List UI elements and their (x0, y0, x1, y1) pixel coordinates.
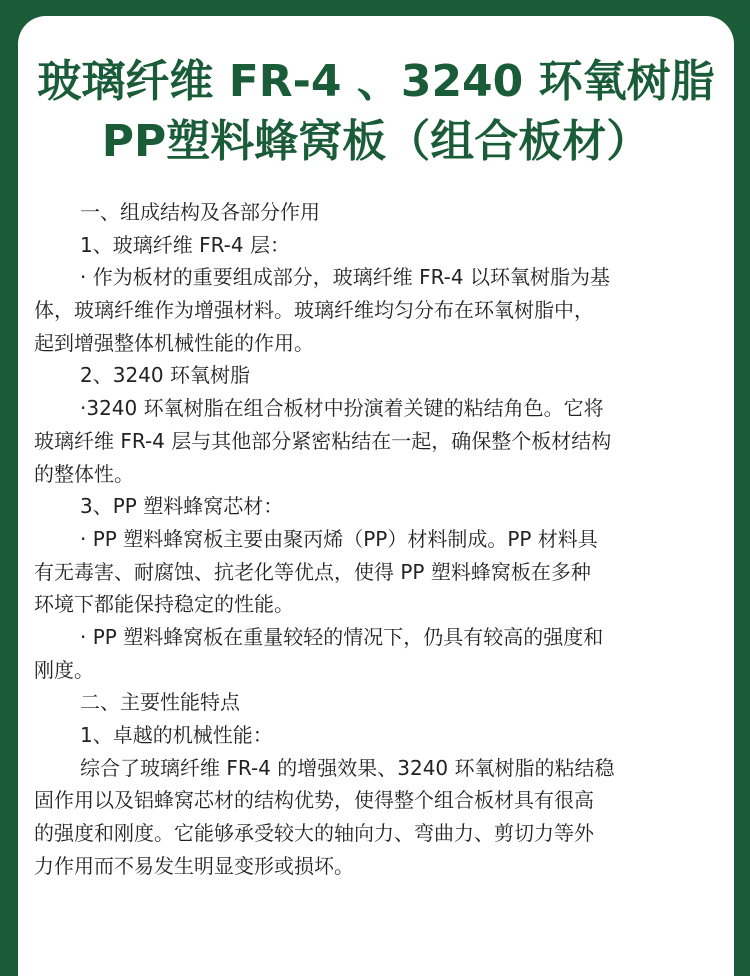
text-line: 1、卓越的机械性能： (80, 723, 273, 747)
page-title-line-1: 玻璃纤维 FR-4 、3240 环氧树脂 (37, 56, 715, 107)
text-line: 3、PP 塑料蜂窝芯材： (80, 494, 284, 519)
text-line: 综合了玻璃纤维 FR-4 的增强效果、3240 环氧树脂的粘结稳 (80, 755, 615, 780)
text-line: 的强度和刚度。它能够承受较大的轴向力、弯曲力、剪切力等外 (34, 821, 594, 846)
text-line: · PP 塑料蜂窝板在重量较轻的情况下，仍具有较高的强度和 (80, 624, 604, 649)
document-body (34, 196, 724, 882)
text-line: 起到增强整体机械性能的作用。 (34, 330, 314, 355)
text-line: 的整体性。 (34, 461, 134, 486)
text-line: 体，玻璃纤维作为增强材料。玻璃纤维均匀分布在环氧树脂中， (34, 298, 594, 323)
text-line: 玻璃纤维 FR-4 层与其他部分紧密粘结在一起，确保整个板材结构 (34, 428, 612, 453)
text-line: 环境下都能保持稳定的性能。 (34, 592, 294, 617)
text-line: 力作用而不易发生明显变形或损坏。 (34, 853, 354, 878)
text-line: ·3240 环氧树脂在组合板材中扮演着关键的粘结角色。它将 (80, 396, 604, 421)
text-line: 2、3240 环氧树脂 (80, 363, 250, 388)
text-line: 刚度。 (34, 657, 94, 682)
text-line: 有无毒害、耐腐蚀、抗老化等优点，使得 PP 塑料蜂窝板在多种 (34, 559, 591, 584)
text-line: · 作为板材的重要组成部分，玻璃纤维 FR-4 以环氧树脂为基 (80, 265, 610, 290)
content-card (18, 16, 734, 976)
text-line: · PP 塑料蜂窝板主要由聚丙烯（PP）材料制成。PP 材料具 (80, 526, 598, 551)
text-line: 固作用以及铝蜂窝芯材的结构优势，使得整个组合板材具有很高 (34, 788, 594, 813)
text-line: 二、主要性能特点 (80, 690, 240, 715)
page-title-line-2: PP塑料蜂窝板（组合板材） (101, 116, 651, 167)
text-line: 1、玻璃纤维 FR-4 层： (80, 232, 290, 257)
text-line: 一、组成结构及各部分作用 (80, 200, 320, 224)
